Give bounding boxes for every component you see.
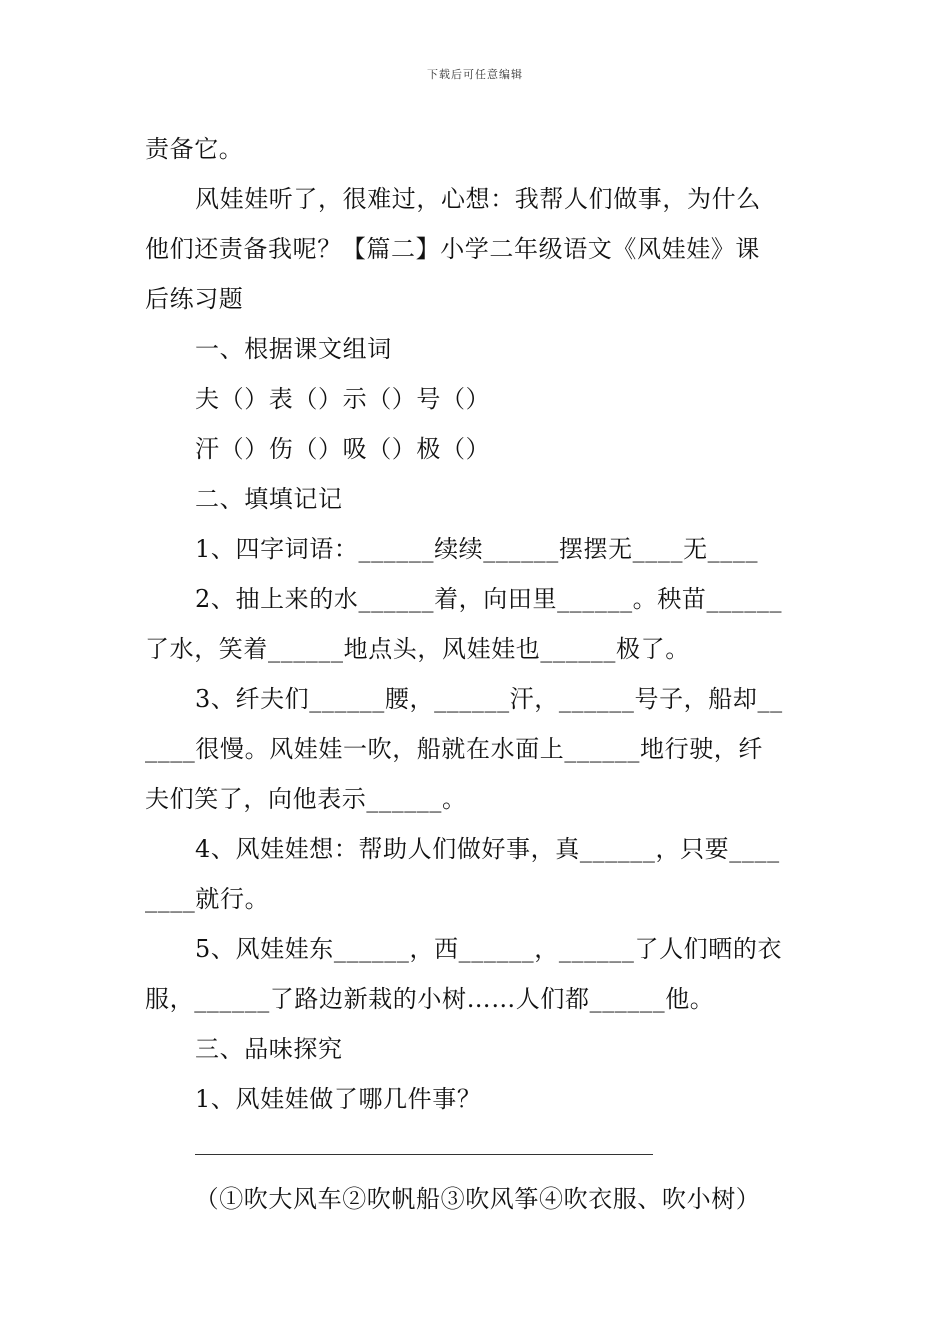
paragraph-line: 后练习题 xyxy=(145,285,244,313)
paragraph-line: 他们还责备我呢？【篇二】小学二年级语文《风娃娃》课 xyxy=(145,235,760,263)
exercise-line: 5、风娃娃东______，西______，______了人们晒的衣 xyxy=(195,935,783,963)
paragraph-line: 责备它。 xyxy=(145,135,244,163)
section-heading: 三、品味探究 xyxy=(195,1035,343,1063)
paragraph-line: 风娃娃听了，很难过，心想：我帮人们做事，为什么 xyxy=(195,185,761,213)
exercise-line: 了水，笑着______地点头，风娃娃也______极了。 xyxy=(145,635,690,663)
section-heading: 一、根据课文组词 xyxy=(195,335,392,363)
exercise-line: 夫（）表（）示（）号（） xyxy=(195,385,491,413)
exercise-line: 服，______了路边新栽的小树……人们都______他。 xyxy=(145,985,715,1013)
exercise-line: 汗（）伤（）吸（）极（） xyxy=(195,435,491,463)
exercise-line: 1、四字词语：______续续______摆摆无____无____ xyxy=(195,535,759,563)
exercise-line: ____就行。 xyxy=(145,885,270,913)
exercise-line: ____很慢。风娃娃一吹，船就在水面上______地行驶，纤 xyxy=(145,735,763,763)
page-header: 下载后可任意编辑 xyxy=(427,68,523,81)
document-body xyxy=(145,124,810,1224)
exercise-line: 3、纤夫们______腰，______汗，______号子，船却__ xyxy=(195,685,783,713)
question-line: 1、风娃娃做了哪几件事？ xyxy=(195,1085,482,1113)
answer-blank xyxy=(145,1124,810,1174)
answer-line: （①吹大风车②吹帆船③吹风筝④吹衣服、吹小树） xyxy=(194,1185,761,1213)
exercise-line: 4、风娃娃想：帮助人们做好事，真______，只要____ xyxy=(195,835,780,863)
exercise-line: 2、抽上来的水______着，向田里______。秧苗______ xyxy=(195,585,783,613)
exercise-line: 夫们笑了，向他表示______。 xyxy=(145,785,467,813)
section-heading: 二、填填记记 xyxy=(195,485,343,513)
answer-underline xyxy=(195,1154,653,1155)
